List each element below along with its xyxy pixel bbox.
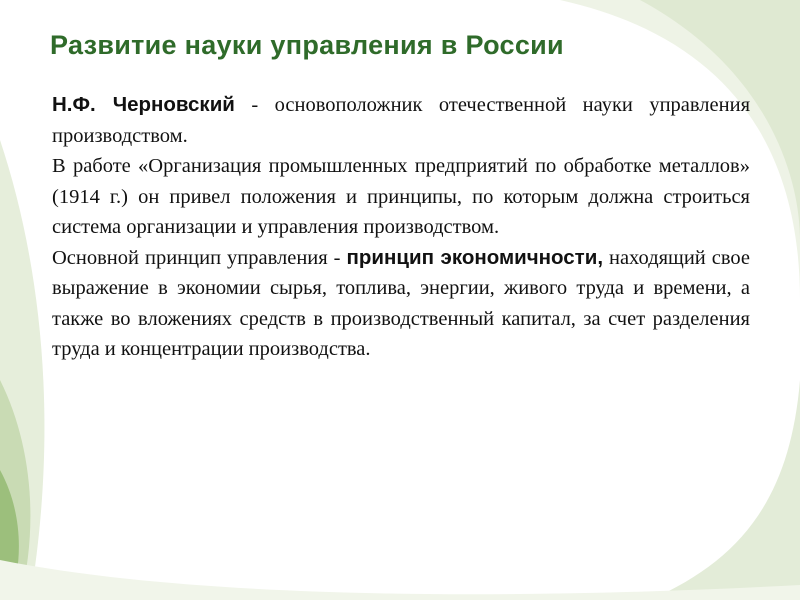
principle-emphasis: принцип экономичности, bbox=[346, 245, 604, 269]
author-description: - основоположник отечественной науки управления производством. bbox=[52, 94, 750, 147]
paragraph-author bbox=[52, 90, 750, 151]
paragraph-principle bbox=[52, 243, 750, 365]
author-name: Н.Ф. Черновский bbox=[52, 93, 235, 116]
paragraph-work: В работе «Организация промышленных предприятий по обработке металлов» (1914 г.) он привел положения и принципы, по которым должна строиться система организации и управления производством. bbox=[52, 155, 750, 238]
principle-intro: Основной принцип управления - bbox=[52, 246, 347, 269]
slide-title: Развитие науки управления в России bbox=[50, 30, 564, 60]
principle-details: находящий свое выражение в экономии сырья, топлива, энергии, живого труда и времени, а также во вложениях средств в производственный капитал, за счет разделения труда и концентрации производства. bbox=[52, 246, 750, 360]
bottom-swoosh bbox=[0, 560, 800, 600]
slide-body bbox=[52, 90, 750, 365]
bottom-right-swoosh bbox=[650, 380, 800, 600]
